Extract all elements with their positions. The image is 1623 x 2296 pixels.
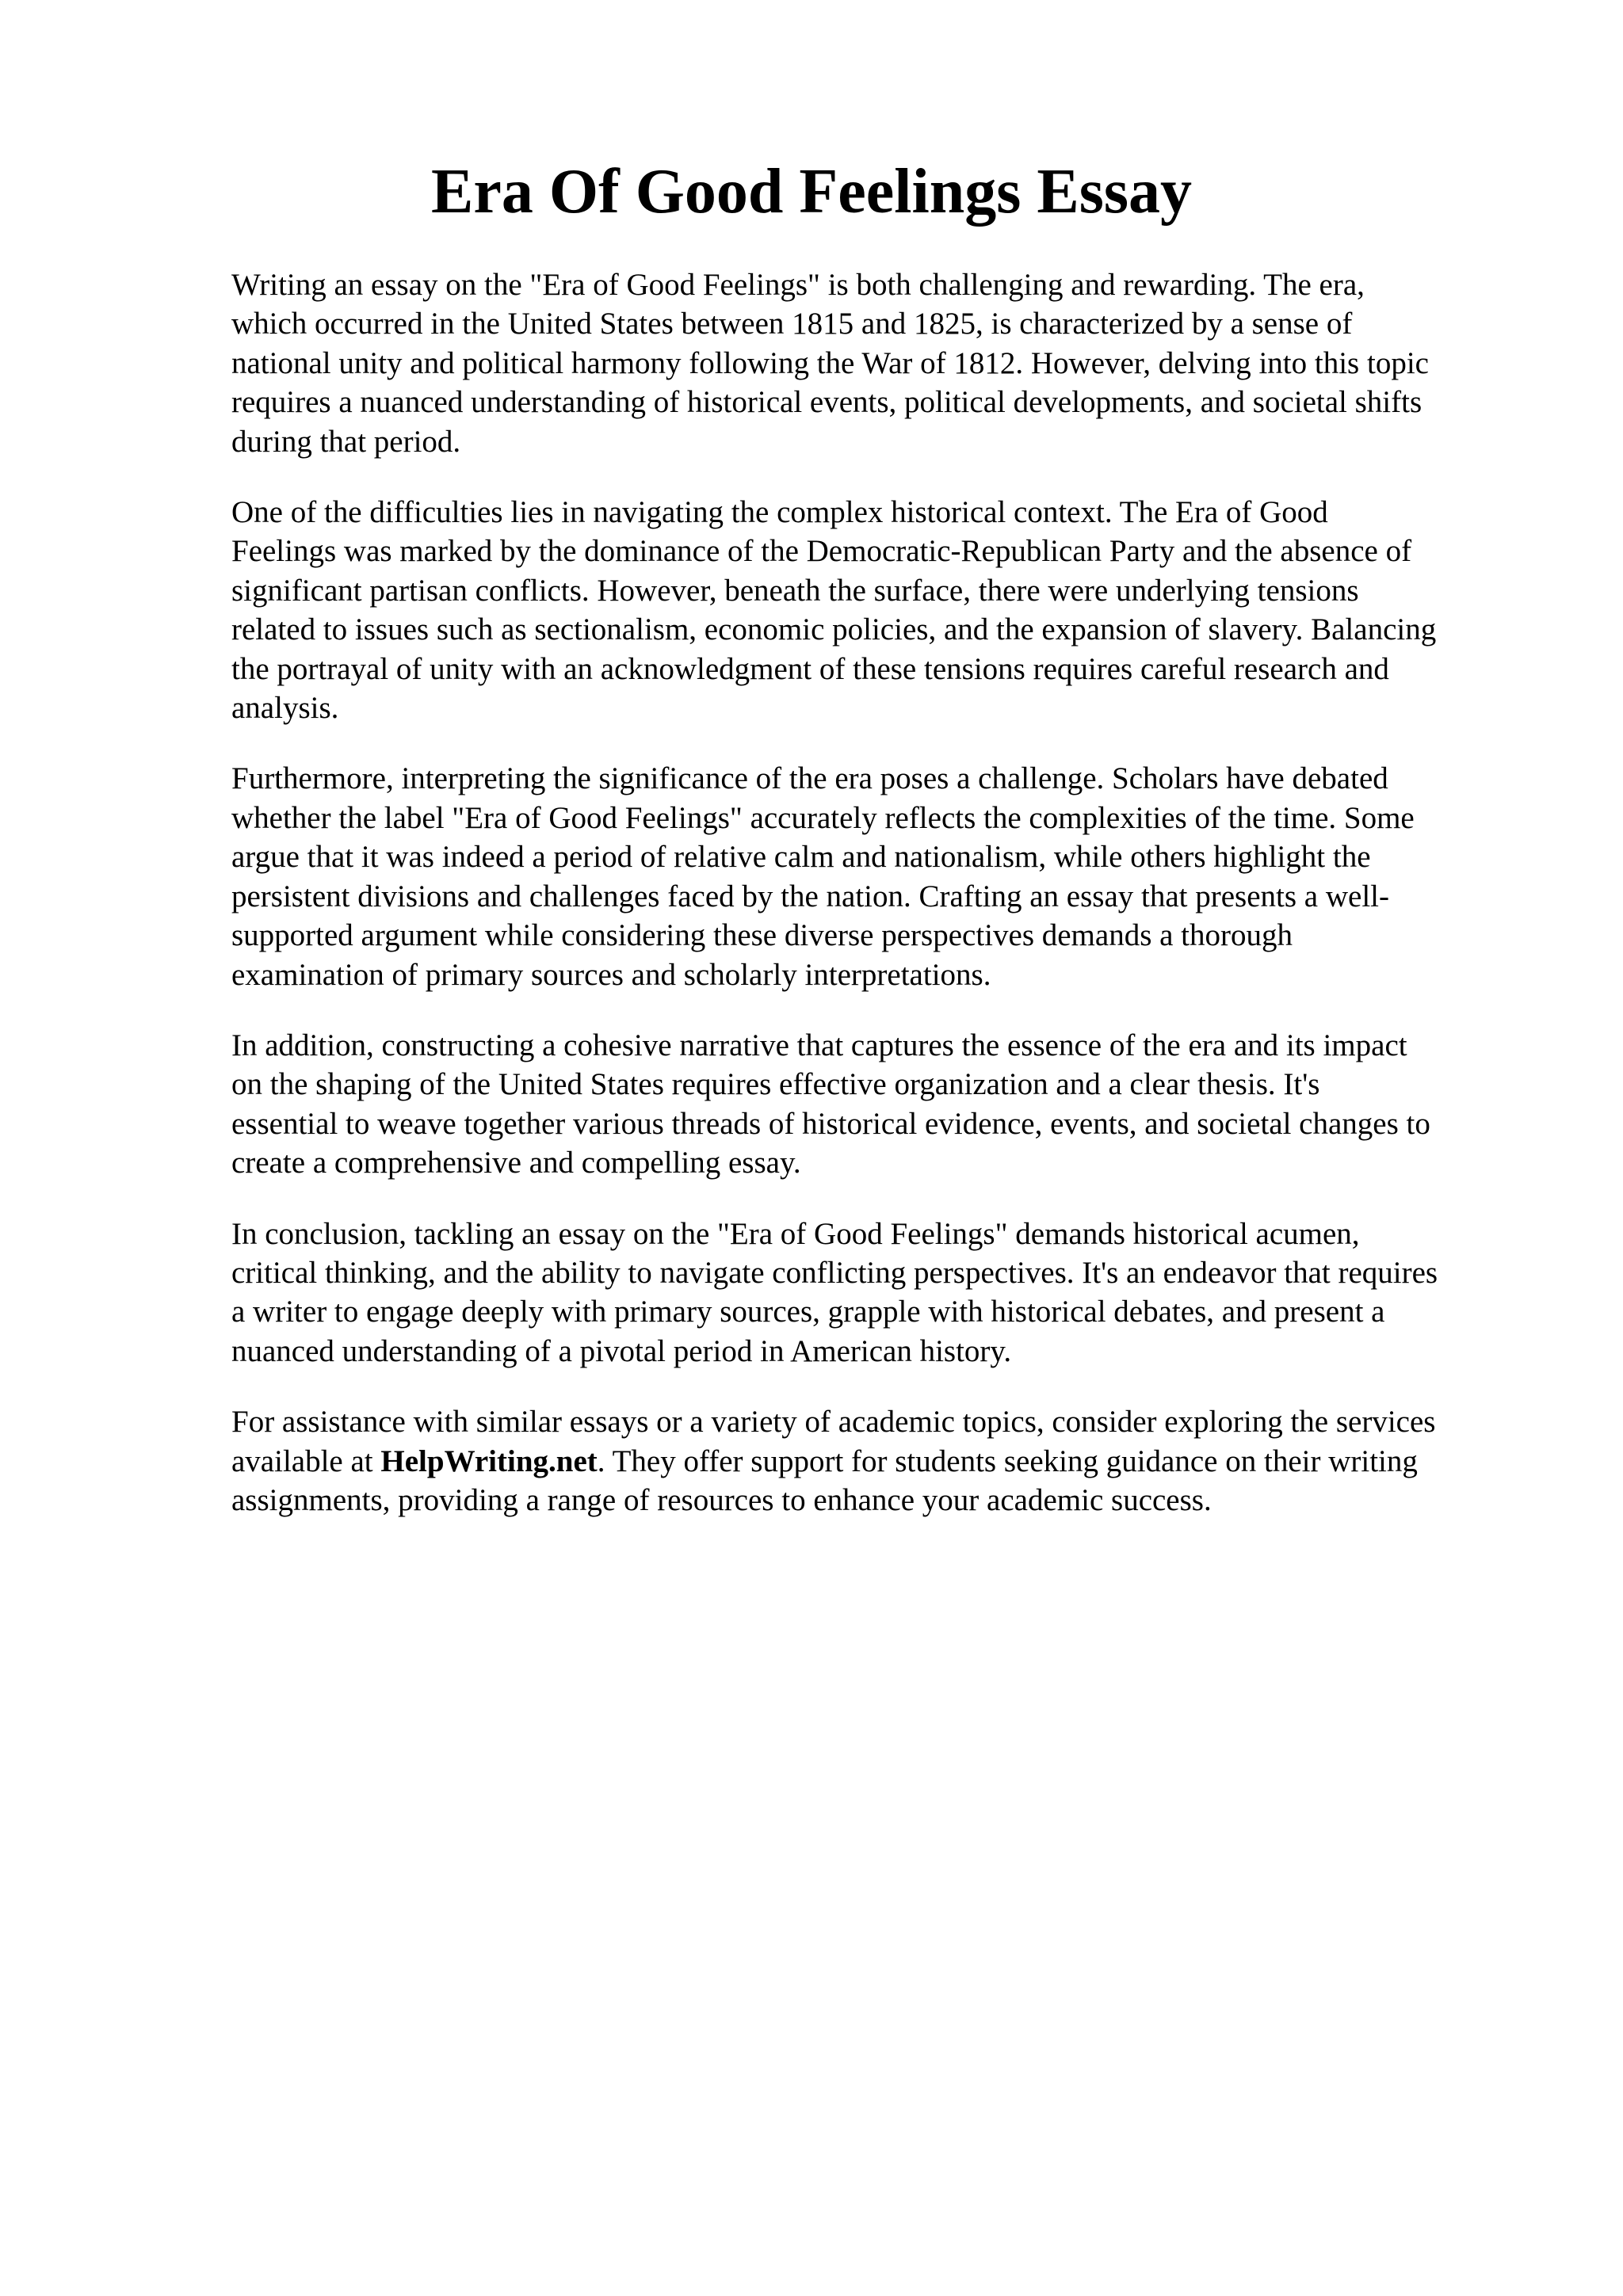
text-line: create a comprehensive and compelling essay. (231, 1146, 801, 1180)
text-line: One of the difficulties lies in navigating the complex historical context. The Era of Good (231, 495, 1328, 530)
text-line: significant partisan conflicts. However, beneath the surface, there were underlying tensions (231, 573, 1359, 608)
page-title: Era Of Good Feelings Essay (430, 157, 1193, 227)
helpwriting-link[interactable]: HelpWriting.net (380, 1444, 598, 1478)
closing-text-after-link: . They offer support for students seeking guidance on their writing (597, 1444, 1418, 1478)
paragraph-2 (231, 493, 1515, 727)
text-line: national unity and political harmony following the War of 1812. However, delving into this topic (231, 345, 1429, 380)
text-line: In conclusion, tackling an essay on the "Era of Good Feelings" demands historical acumen, (231, 1216, 1360, 1251)
text-line: related to issues such as sectionalism, economic policies, and the expansion of slavery. Balancing (231, 612, 1437, 647)
paragraph-1 (231, 265, 1515, 461)
text-line: essential to weave together various threads of historical evidence, events, and societal changes to (231, 1106, 1430, 1141)
closing-paragraph (231, 1402, 1515, 1520)
text-line: Feelings was marked by the dominance of the Democratic-Republican Party and the absence of (231, 534, 1412, 569)
text-line: whether the label "Era of Good Feelings" accurately reflects the complexities of the time. Some (231, 800, 1415, 835)
paragraph-5 (231, 1215, 1515, 1371)
text-line: analysis. (231, 691, 339, 726)
text-line: the portrayal of unity with an acknowledgment of these tensions requires careful research and (231, 651, 1389, 686)
text-line: Furthermore, interpreting the significance of the era poses a challenge. Scholars have debated (231, 761, 1388, 796)
text-line: argue that it was indeed a period of relative calm and nationalism, while others highlight the (231, 840, 1371, 875)
text-line: For assistance with similar essays or a variety of academic topics, consider exploring the services (231, 1405, 1436, 1440)
closing-text-before-link: available at (231, 1444, 381, 1478)
text-line: supported argument while considering these diverse perspectives demands a thorough (231, 918, 1293, 953)
text-line: examination of primary sources and scholarly interpretations. (231, 957, 991, 992)
text-line: on the shaping of the United States requires effective organization and a clear thesis. It's (231, 1067, 1320, 1102)
text-line: nuanced understanding of a pivotal period in American history. (231, 1333, 1012, 1368)
paragraph-4 (231, 1026, 1515, 1183)
text-line: which occurred in the United States between 1815 and 1825, is characterized by a sense of (231, 307, 1353, 341)
text-line-with-link (231, 1442, 1515, 1481)
paragraph-3 (231, 759, 1515, 994)
text-line: persistent divisions and challenges faced by the nation. Crafting an essay that presents a well- (231, 879, 1389, 913)
text-line: a writer to engage deeply with primary sources, grapple with historical debates, and present a (231, 1295, 1385, 1329)
text-line: requires a nuanced understanding of historical events, political developments, and societal shifts (231, 385, 1423, 420)
text-line: Writing an essay on the "Era of Good Feelings" is both challenging and rewarding. The era, (231, 268, 1365, 302)
text-line: critical thinking, and the ability to navigate conflicting perspectives. It's an endeavor that requires (231, 1255, 1438, 1290)
text-line: during that period. (231, 424, 461, 459)
essay-body (231, 265, 1515, 1551)
text-line: assignments, providing a range of resources to enhance your academic success. (231, 1482, 1212, 1517)
text-line: In addition, constructing a cohesive narrative that captures the essence of the era and its impact (231, 1028, 1407, 1062)
